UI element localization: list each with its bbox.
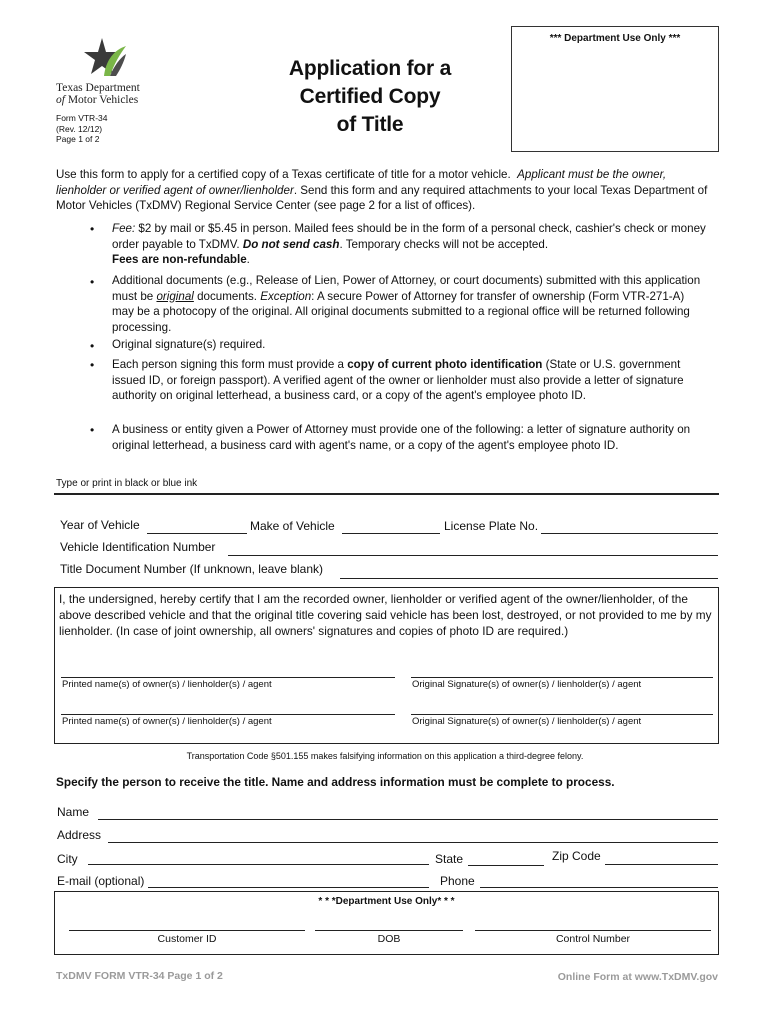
- city-input[interactable]: [88, 850, 429, 865]
- signature-input-1[interactable]: [411, 661, 713, 676]
- logo-text-line2: of Motor Vehicles: [56, 94, 139, 106]
- bullet-symbol: •: [90, 275, 95, 289]
- documents-bullet: Additional documents (e.g., Release of Lien, Power of Attorney, or court documents) submitted with this application must be original documents. Exception: A secure Power of Attorney for transfer of ownership (Form VTR-271-A) may be a photocopy of the original. All original documents submitted to a regional office will be returned following processing.: [112, 274, 701, 334]
- star-logo-icon: [76, 36, 128, 80]
- phone-label: Phone: [440, 874, 475, 888]
- certification-text: I, the undersigned, hereby certify that I am the recorded owner, lienholder or verified agent of the owner/lienholder, of the above described vehicle and that the original title covering said vehicle has been lost, destroyed, or not provided to me by my lienholder. (In case of joint ownership, all owners' signatures and copies of photo ID are required.): [59, 592, 712, 638]
- dob-line: [315, 930, 463, 931]
- signature-label: Original Signature(s) of owner(s) / lienholder(s) / agent: [412, 716, 642, 727]
- state-label: State: [435, 852, 464, 866]
- printed-name-line: [61, 714, 395, 715]
- poa-bullet: A business or entity given a Power of Attorney must provide one of the following: a letter of signature authority on original letterhead, a business card with agent's name, or a copy of the agent's employee photo ID.: [112, 423, 691, 452]
- form-page: Page 1 of 2: [56, 134, 100, 144]
- printed-name-line: [61, 677, 395, 678]
- customer-id-line: [69, 930, 305, 931]
- printed-name-label: Printed name(s) of owner(s) / lienholder(s) / agent: [62, 716, 272, 727]
- department-use-label: *** Department Use Only ***: [549, 33, 681, 44]
- email-input[interactable]: [148, 873, 429, 888]
- signature-line: [411, 714, 713, 715]
- plate-label: License Plate No.: [444, 519, 539, 533]
- felony-warning: Transportation Code §501.155 makes falsifying information on this application a third-degree felony.: [186, 751, 584, 761]
- signature-line: [411, 677, 713, 678]
- zip-label: Zip Code: [552, 849, 601, 863]
- printed-name-input-2[interactable]: [61, 698, 395, 713]
- bullet-symbol: •: [90, 222, 95, 236]
- signature-bullet: Original signature(s) required.: [112, 338, 266, 351]
- zip-input[interactable]: [605, 850, 718, 865]
- intro-paragraph: Use this form to apply for a certified copy of a Texas certificate of title for a motor vehicle. Applicant must be the owner, lienholder or verified agent of owner/lienholder. Send this form and any required attachments to your local Texas Department of Motor Vehicles (TxDMV) Regional Service Center (see page 2 for a list of offices).: [56, 168, 708, 212]
- name-input[interactable]: [98, 805, 718, 820]
- make-label: Make of Vehicle: [250, 519, 335, 533]
- title-document-input[interactable]: [340, 564, 718, 579]
- phone-input[interactable]: [480, 873, 718, 888]
- customer-id-label: Customer ID: [157, 933, 217, 945]
- certification-box: [54, 587, 719, 744]
- txdmv-logo: [52, 36, 162, 106]
- name-label: Name: [57, 805, 90, 819]
- state-input[interactable]: [468, 851, 544, 866]
- bullet-symbol: •: [90, 358, 95, 372]
- form-number: Form VTR-34: [56, 113, 108, 123]
- make-input[interactable]: [342, 519, 440, 534]
- section-divider: [54, 493, 719, 495]
- vin-input[interactable]: [228, 541, 718, 556]
- fee-bullet: Fee: $2 by mail or $5.45 in person. Mailed fees should be in the form of a personal check, cashier's check or money order payable to TxDMV. Do not send cash. Temporary checks will not be accepted. Fees are non-refundable.: [112, 222, 706, 266]
- form-revision: (Rev. 12/12): [56, 123, 103, 134]
- year-label: Year of Vehicle: [60, 518, 140, 532]
- footer-website: Online Form at www.TxDMV.gov: [557, 971, 718, 983]
- plate-input[interactable]: [541, 519, 718, 534]
- address-input[interactable]: [108, 828, 718, 843]
- bullet-symbol: •: [90, 423, 95, 437]
- printed-name-label: Printed name(s) of owner(s) / lienholder(s) / agent: [62, 679, 272, 690]
- form-meta: [56, 113, 107, 145]
- title-document-label: Title Document Number (If unknown, leave blank): [60, 562, 324, 576]
- control-number-label: Control Number: [555, 933, 631, 945]
- control-number-line: [475, 930, 711, 931]
- recipient-heading: Specify the person to receive the title. Name and address information must be complete to process.: [56, 775, 615, 789]
- vin-label: Vehicle Identification Number: [60, 540, 216, 554]
- email-label: E-mail (optional): [57, 874, 145, 888]
- year-input[interactable]: [147, 519, 247, 534]
- address-label: Address: [57, 828, 102, 842]
- signature-label: Original Signature(s) of owner(s) / lienholder(s) / agent: [412, 679, 642, 690]
- department-use-label-bottom: * * *Department Use Only* * *: [318, 896, 455, 907]
- department-use-box-bottom: [54, 891, 719, 955]
- page-title: Application for a Certified Copy of Title: [288, 57, 452, 136]
- photo-id-bullet: Each person signing this form must provide a copy of current photo identification (State or U.S. government issued ID, or foreign passport). A verified agent of the owner or lienholder must also provide a letter of signature authority on original letterhead, a business card, or a copy of the agent's employee photo ID.: [112, 358, 684, 402]
- logo-text-line1: Texas Department: [56, 82, 140, 94]
- dob-label: DOB: [377, 933, 401, 945]
- footer-form-id: TxDMV FORM VTR-34 Page 1 of 2: [56, 970, 223, 982]
- printed-name-input-1[interactable]: [61, 661, 395, 676]
- signature-input-2[interactable]: [411, 698, 713, 713]
- bullet-symbol: •: [90, 339, 95, 353]
- city-label: City: [57, 852, 78, 866]
- ink-note: Type or print in black or blue ink: [56, 478, 198, 489]
- department-use-box: [511, 26, 719, 152]
